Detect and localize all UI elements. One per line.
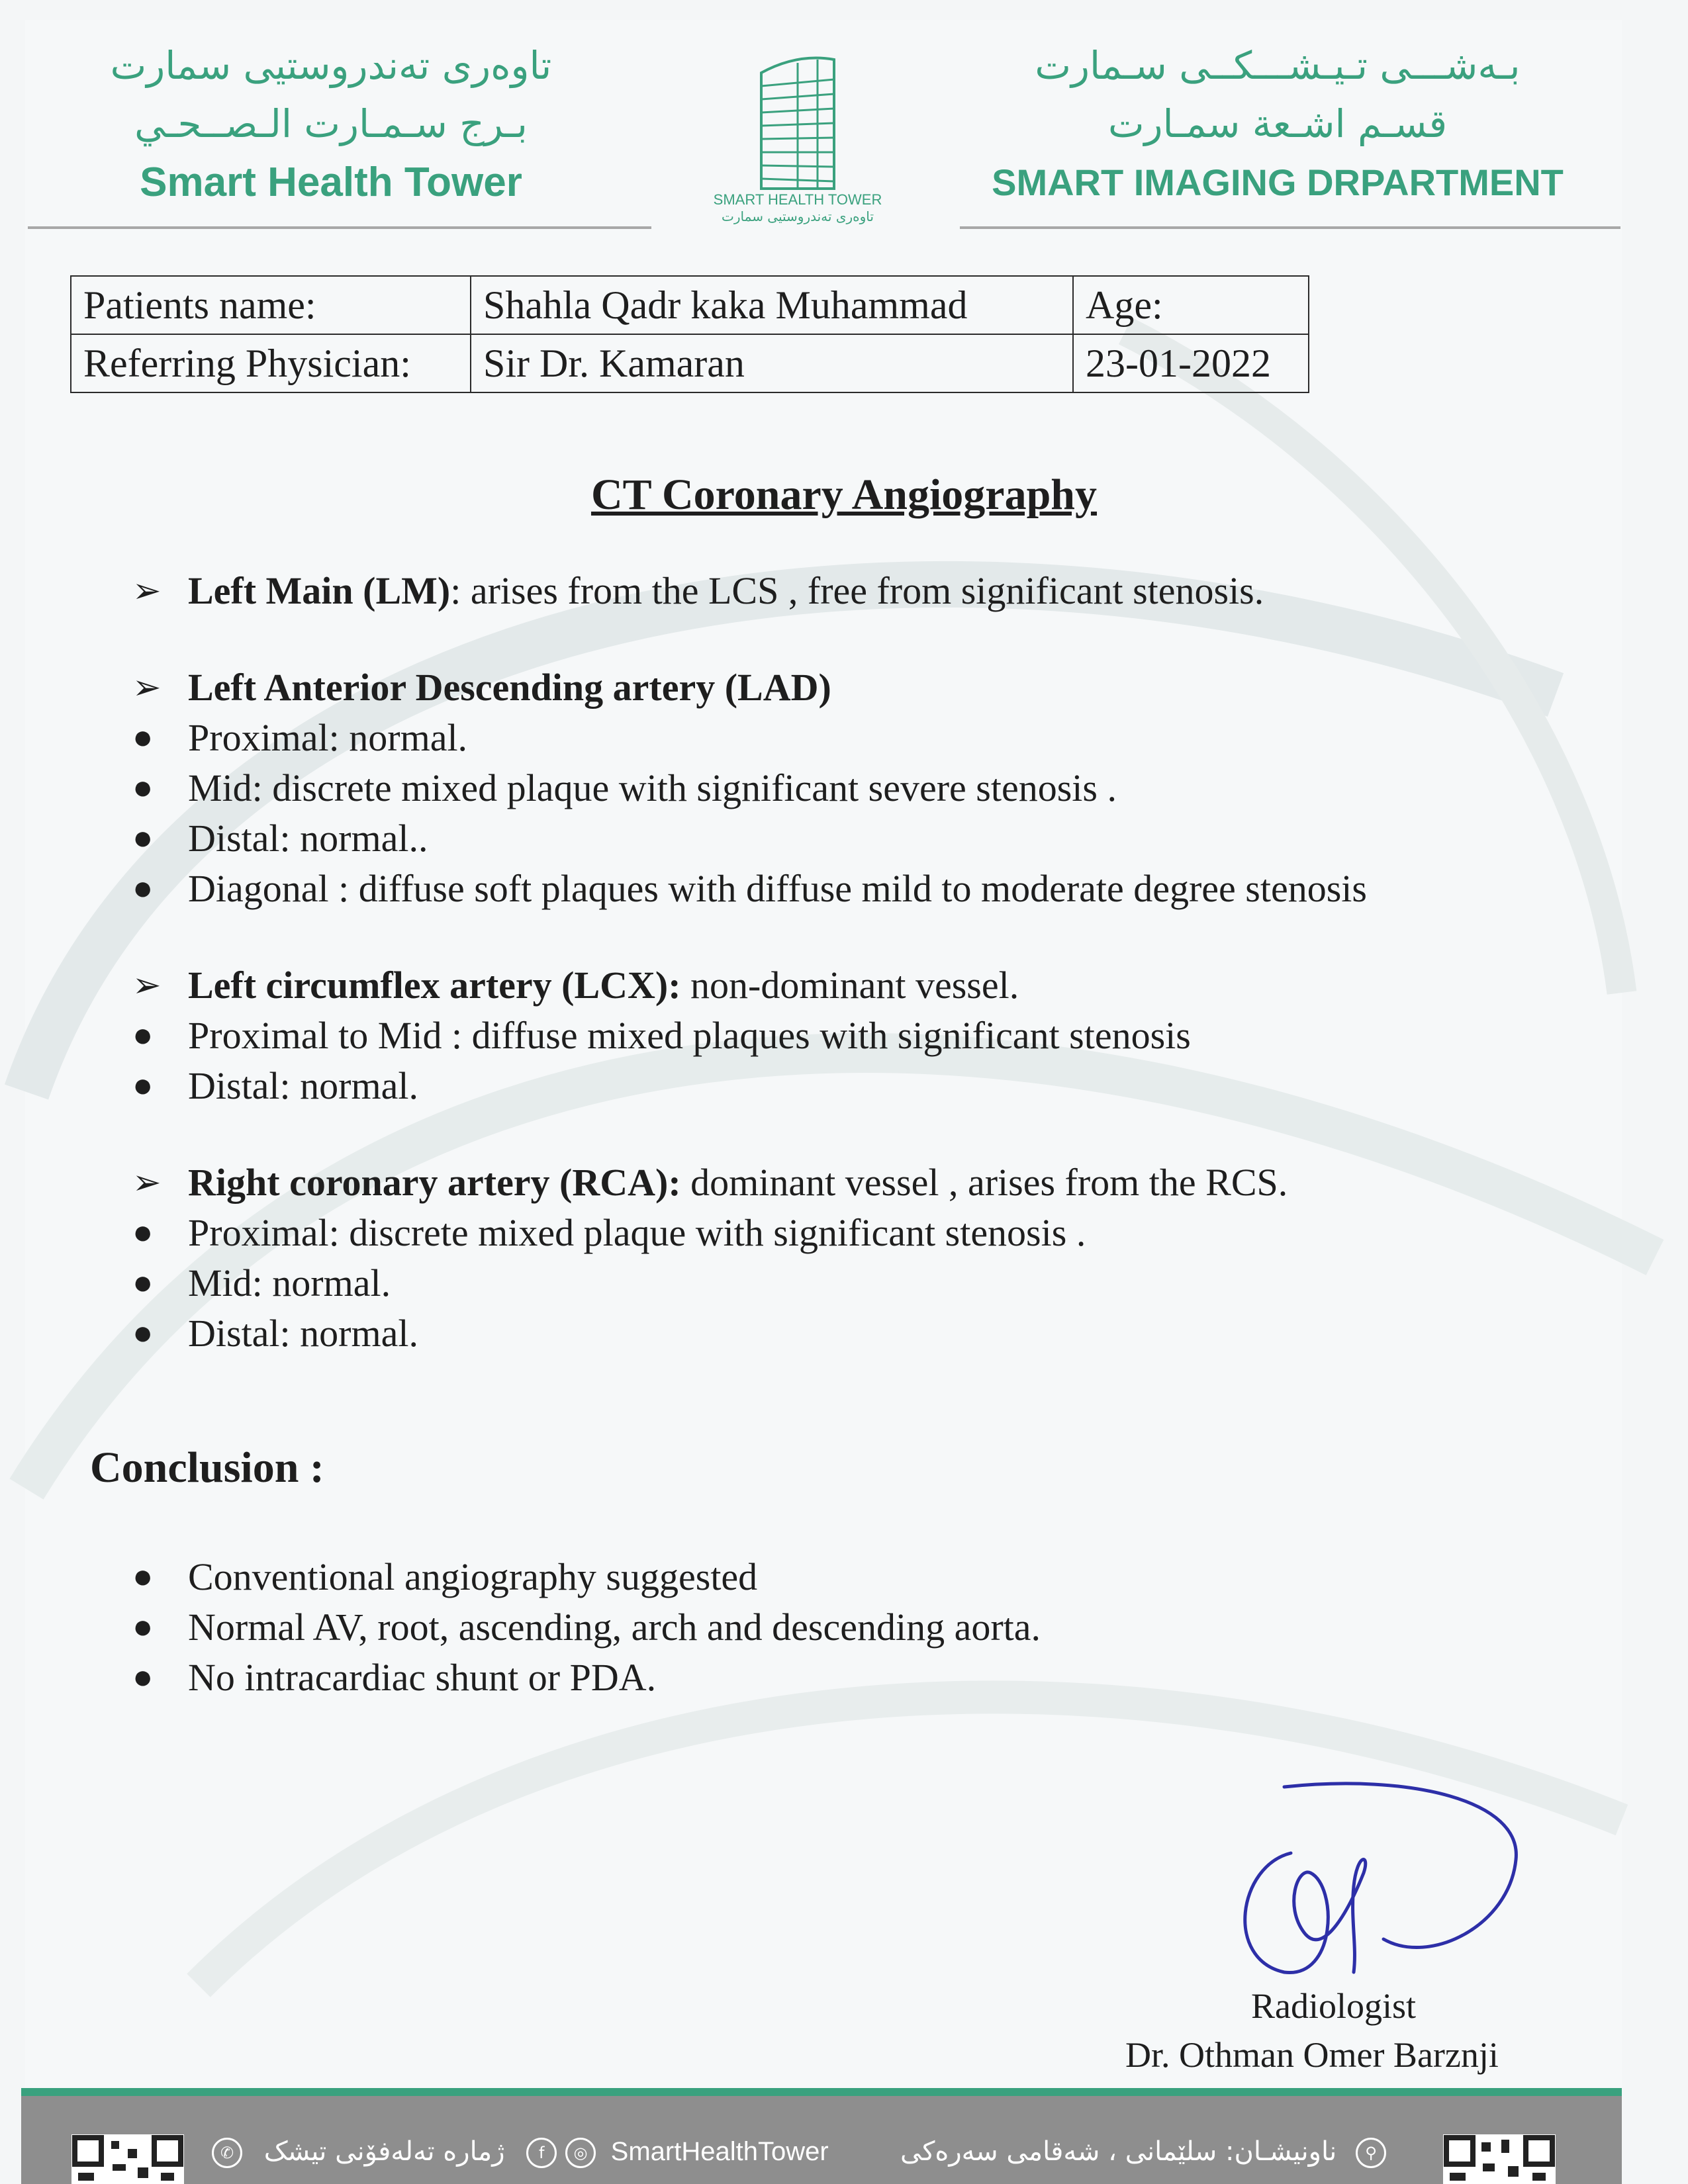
list-item [132,1061,1589,1111]
header-right-arabic: قسـم اشـعة سمـارت [1107,101,1448,146]
bullet-dot-icon: ● [132,1314,154,1352]
rca-text: dominant vessel , arises from the RCS. [680,1161,1288,1204]
section-lm [132,566,1589,616]
list-item [132,1602,1589,1653]
qr-code-right-icon [1443,2134,1556,2184]
bullet-dot-icon: ● [132,819,154,857]
header-right-kurdish: بـەشـــی تـیـشـــکــی سـمارت [1035,43,1521,88]
logo-caption-kurdish: تاوەری تەندروستیی سمارت [722,208,874,224]
arrow-bullet-icon: ➢ [132,668,162,707]
list-item [132,1653,1589,1703]
bullet-dot-icon: ● [132,1214,154,1251]
footer-social-handle: SmartHealthTower [610,2137,829,2166]
list-item [132,1258,1589,1308]
lcx-item-text: Distal: normal. [188,1064,418,1107]
lm-text: : arises from the LCS , free from significant stenosis. [450,569,1264,612]
rca-heading: Right coronary artery (RCA): [188,1161,681,1204]
rca-item-text: Distal: normal. [188,1312,418,1355]
signature-role: Radiologist [1251,1986,1417,2026]
age-label: Age: [1073,276,1309,334]
patient-name-value: Shahla Qadr kaka Muhammad [471,276,1073,334]
instagram-icon: ◎ [565,2138,596,2168]
conclusion-list [132,1552,1589,1703]
arrow-bullet-icon: ➢ [132,1163,162,1203]
lad-heading: Left Anterior Descending artery (LAD) [188,666,831,709]
tower-icon [748,46,847,192]
lad-item-text: Diagonal : diffuse soft plaques with diffuse mild to moderate degree stenosis [188,867,1367,910]
list-item [132,813,1589,864]
footer-accent-line [21,2088,1622,2096]
physician-label: Referring Physician: [71,334,471,392]
list-item [132,1208,1589,1258]
header-left-kurdish: تاوەری تەندروستیی سمارت [110,43,552,88]
lad-item-text: Distal: normal.. [188,817,428,860]
bullet-dot-icon: ● [132,1558,154,1596]
footer-contact [212,2136,829,2168]
footer-address: ناونیشـان: سلێمانی ، شەقامی سەرەکی [900,2136,1337,2167]
table-row [71,334,1309,392]
footer-address-block [900,2136,1386,2168]
bullet-dot-icon: ● [132,870,154,907]
table-row [71,276,1309,334]
signature-name: Dr. Othman Omer Barznji [1125,2035,1499,2075]
lcx-heading: Left circumflex artery (LCX): [188,964,681,1007]
list-item [132,713,1589,763]
whatsapp-icon: ✆ [212,2138,242,2168]
conclusion-item-text: Normal AV, root, ascending, arch and descending aorta. [188,1606,1041,1649]
arrow-bullet-icon: ➢ [132,966,162,1005]
bullet-dot-icon: ● [132,1264,154,1302]
lcx-item-text: Proximal to Mid : diffuse mixed plaques with significant stenosis [188,1014,1191,1057]
lad-item-text: Proximal: normal. [188,716,468,759]
rca-item-text: Mid: normal. [188,1261,391,1304]
footer-phone-label: ژمارە تەلەفۆنی تیشک [263,2136,505,2167]
list-item [132,763,1589,813]
list-item [132,1308,1589,1359]
section-lad [132,662,1589,914]
list-item [132,864,1589,914]
rca-item-text: Proximal: discrete mixed plaque with significant stenosis . [188,1211,1086,1254]
location-pin-icon: ⚲ [1356,2138,1386,2168]
tower-logo [688,46,907,245]
conclusion-item-text: Conventional angiography suggested [188,1555,758,1598]
bullet-dot-icon: ● [132,1659,154,1696]
patient-info-table [70,275,1309,393]
report-title: CT Coronary Angiography [590,471,1098,519]
qr-code-left-icon [71,2134,184,2184]
bullet-dot-icon: ● [132,719,154,756]
facebook-icon: f [526,2138,557,2168]
patient-name-label: Patients name: [71,276,471,334]
logo-caption: SMART HEALTH TOWER [713,191,882,208]
header-right-block [986,36,1569,212]
header-left-block [99,36,563,212]
lcx-text: non-dominant vessel. [680,964,1019,1007]
header-right-english: SMART IMAGING DRPARTMENT [992,161,1564,203]
header-left-english: Smart Health Tower [140,159,522,205]
handwritten-signature [1211,1774,1556,1999]
bullet-dot-icon: ● [132,769,154,807]
conclusion-item-text: No intracardiac shunt or PDA. [188,1656,657,1699]
report-date: 23-01-2022 [1073,334,1309,392]
arrow-bullet-icon: ➢ [132,571,162,611]
header-divider-right [960,226,1620,229]
findings [132,566,1589,1405]
section-rca [132,1158,1589,1359]
bullet-dot-icon: ● [132,1608,154,1646]
list-item [132,1552,1589,1602]
lad-item-text: Mid: discrete mixed plaque with significant severe stenosis . [188,766,1117,809]
physician-value: Sir Dr. Kamaran [471,334,1073,392]
header-divider-left [28,226,651,229]
list-item [132,1011,1589,1061]
bullet-dot-icon: ● [132,1067,154,1105]
conclusion-heading: Conclusion : [90,1443,324,1492]
section-lcx [132,960,1589,1111]
header-left-arabic: بـرج سـمـارت الـصــحـي [134,101,528,146]
bullet-dot-icon: ● [132,1017,154,1054]
lm-heading: Left Main (LM) [188,569,451,612]
